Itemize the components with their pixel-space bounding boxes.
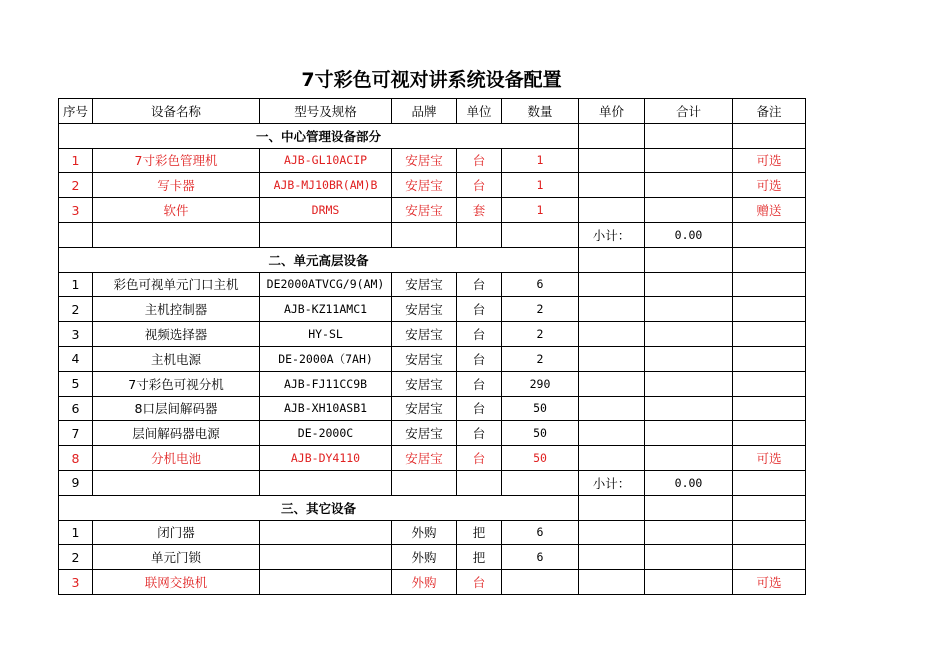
unit: 台 <box>457 173 502 198</box>
model-spec: AJB-FJ11CC9B <box>260 371 392 396</box>
unit: 台 <box>457 148 502 173</box>
section-row <box>59 123 806 148</box>
unit: 台 <box>457 322 502 347</box>
line-total <box>645 570 733 595</box>
model-spec: DE-2000C <box>260 421 392 446</box>
price-cell <box>579 247 645 272</box>
device-name: 8口层间解码器 <box>93 396 260 421</box>
quantity: 290 <box>502 371 579 396</box>
note: 可选 <box>733 446 806 471</box>
line-total <box>645 545 733 570</box>
unit-price <box>579 545 645 570</box>
line-total <box>645 173 733 198</box>
price-cell <box>579 123 645 148</box>
note <box>733 297 806 322</box>
table-row <box>59 570 806 595</box>
unit-price <box>579 570 645 595</box>
brand: 安居宝 <box>392 421 457 446</box>
table-row <box>59 446 806 471</box>
quantity <box>502 570 579 595</box>
quantity: 6 <box>502 272 579 297</box>
row-number: 1 <box>59 148 93 173</box>
brand <box>392 222 457 247</box>
section-title: 二、单元高层设备 <box>59 247 579 272</box>
subtotal-label: 小计： <box>579 470 645 495</box>
total-cell <box>645 123 733 148</box>
header-price: 单价 <box>579 99 645 124</box>
header-no: 序号 <box>59 99 93 124</box>
unit-price <box>579 520 645 545</box>
row-number <box>59 222 93 247</box>
device-name: 主机电源 <box>93 346 260 371</box>
line-total <box>645 322 733 347</box>
unit: 台 <box>457 421 502 446</box>
page-title: 7寸彩色可视对讲系统设备配置 <box>301 69 562 91</box>
section-title: 一、中心管理设备部分 <box>59 123 579 148</box>
note <box>733 371 806 396</box>
note: 可选 <box>733 173 806 198</box>
note <box>733 222 806 247</box>
subtotal-row <box>59 222 806 247</box>
unit: 台 <box>457 446 502 471</box>
device-name: 7寸彩色可视分机 <box>93 371 260 396</box>
note <box>733 520 806 545</box>
quantity: 50 <box>502 396 579 421</box>
unit-price <box>579 148 645 173</box>
brand: 安居宝 <box>392 173 457 198</box>
device-name: 联网交换机 <box>93 570 260 595</box>
header-model: 型号及规格 <box>260 99 392 124</box>
brand: 安居宝 <box>392 322 457 347</box>
brand: 安居宝 <box>392 371 457 396</box>
device-name: 软件 <box>93 198 260 223</box>
model-spec: DRMS <box>260 198 392 223</box>
table-row <box>59 297 806 322</box>
unit-price <box>579 322 645 347</box>
line-total <box>645 346 733 371</box>
model-spec <box>260 222 392 247</box>
brand: 安居宝 <box>392 396 457 421</box>
row-number: 3 <box>59 322 93 347</box>
brand: 安居宝 <box>392 198 457 223</box>
line-total <box>645 272 733 297</box>
line-total <box>645 297 733 322</box>
table-row <box>59 148 806 173</box>
quantity <box>502 470 579 495</box>
brand: 安居宝 <box>392 272 457 297</box>
unit-price <box>579 421 645 446</box>
unit-price <box>579 272 645 297</box>
unit: 台 <box>457 346 502 371</box>
header-qty: 数量 <box>502 99 579 124</box>
unit: 台 <box>457 570 502 595</box>
model-spec: AJB-DY4110 <box>260 446 392 471</box>
unit-price <box>579 371 645 396</box>
note-cell <box>733 495 806 520</box>
line-total <box>645 421 733 446</box>
unit: 台 <box>457 272 502 297</box>
row-number: 8 <box>59 446 93 471</box>
quantity: 2 <box>502 346 579 371</box>
unit <box>457 470 502 495</box>
section-row <box>59 495 806 520</box>
quantity: 1 <box>502 198 579 223</box>
note <box>733 272 806 297</box>
total-cell <box>645 247 733 272</box>
subtotal-value: 0.00 <box>645 470 733 495</box>
unit-price <box>579 173 645 198</box>
header-total: 合计 <box>645 99 733 124</box>
header-unit: 单位 <box>457 99 502 124</box>
brand: 安居宝 <box>392 297 457 322</box>
brand: 安居宝 <box>392 346 457 371</box>
note-cell <box>733 247 806 272</box>
device-name: 视频选择器 <box>93 322 260 347</box>
device-name: 分机电池 <box>93 446 260 471</box>
table-row <box>59 346 806 371</box>
section-row <box>59 247 806 272</box>
unit: 台 <box>457 297 502 322</box>
note <box>733 346 806 371</box>
device-name <box>93 222 260 247</box>
unit: 把 <box>457 545 502 570</box>
note <box>733 545 806 570</box>
row-number: 9 <box>59 470 93 495</box>
row-number: 6 <box>59 396 93 421</box>
row-number: 2 <box>59 545 93 570</box>
quantity: 1 <box>502 148 579 173</box>
device-name: 主机控制器 <box>93 297 260 322</box>
quantity: 1 <box>502 173 579 198</box>
row-number: 4 <box>59 346 93 371</box>
table-row <box>59 272 806 297</box>
note <box>733 421 806 446</box>
model-spec: DE2000ATVCG/9(AM) <box>260 272 392 297</box>
note-cell <box>733 123 806 148</box>
device-name: 7寸彩色管理机 <box>93 148 260 173</box>
model-spec <box>260 470 392 495</box>
quantity: 2 <box>502 297 579 322</box>
price-cell <box>579 495 645 520</box>
note: 可选 <box>733 148 806 173</box>
quantity: 2 <box>502 322 579 347</box>
table-row <box>59 371 806 396</box>
quantity: 6 <box>502 545 579 570</box>
model-spec <box>260 520 392 545</box>
unit: 套 <box>457 198 502 223</box>
equipment-table <box>58 98 806 595</box>
model-spec <box>260 545 392 570</box>
brand: 外购 <box>392 545 457 570</box>
quantity: 50 <box>502 446 579 471</box>
model-spec: HY-SL <box>260 322 392 347</box>
model-spec: AJB-MJ10BR(AM)B <box>260 173 392 198</box>
row-number: 5 <box>59 371 93 396</box>
table-row <box>59 396 806 421</box>
unit-price <box>579 396 645 421</box>
section-title: 三、其它设备 <box>59 495 579 520</box>
row-number: 2 <box>59 297 93 322</box>
model-spec: AJB-KZ11AMC1 <box>260 297 392 322</box>
line-total <box>645 396 733 421</box>
line-total <box>645 446 733 471</box>
note: 赠送 <box>733 198 806 223</box>
unit: 台 <box>457 371 502 396</box>
line-total <box>645 520 733 545</box>
brand <box>392 470 457 495</box>
brand: 外购 <box>392 520 457 545</box>
brand: 外购 <box>392 570 457 595</box>
model-spec: DE-2000A（7AH) <box>260 346 392 371</box>
note: 可选 <box>733 570 806 595</box>
quantity <box>502 222 579 247</box>
note <box>733 470 806 495</box>
line-total <box>645 148 733 173</box>
line-total <box>645 198 733 223</box>
quantity: 50 <box>502 421 579 446</box>
unit <box>457 222 502 247</box>
table-row <box>59 545 806 570</box>
unit-price <box>579 297 645 322</box>
device-name: 彩色可视单元门口主机 <box>93 272 260 297</box>
row-number: 2 <box>59 173 93 198</box>
device-name: 写卡器 <box>93 173 260 198</box>
quantity: 6 <box>502 520 579 545</box>
table-row <box>59 322 806 347</box>
unit-price <box>579 446 645 471</box>
header-note: 备注 <box>733 99 806 124</box>
model-spec: AJB-GL10ACIP <box>260 148 392 173</box>
table-row <box>59 198 806 223</box>
row-number: 1 <box>59 272 93 297</box>
row-number: 3 <box>59 198 93 223</box>
unit-price <box>579 346 645 371</box>
brand: 安居宝 <box>392 148 457 173</box>
row-number: 3 <box>59 570 93 595</box>
unit: 台 <box>457 396 502 421</box>
device-name <box>93 470 260 495</box>
device-name: 单元门锁 <box>93 545 260 570</box>
unit-price <box>579 198 645 223</box>
brand: 安居宝 <box>392 446 457 471</box>
subtotal-label: 小计： <box>579 222 645 247</box>
header-brand: 品牌 <box>392 99 457 124</box>
device-name: 闭门器 <box>93 520 260 545</box>
unit: 把 <box>457 520 502 545</box>
table-row <box>59 421 806 446</box>
device-name: 层间解码器电源 <box>93 421 260 446</box>
total-cell <box>645 495 733 520</box>
line-total <box>645 371 733 396</box>
header-name: 设备名称 <box>93 99 260 124</box>
model-spec: AJB-XH10ASB1 <box>260 396 392 421</box>
subtotal-value: 0.00 <box>645 222 733 247</box>
subtotal-row <box>59 470 806 495</box>
note <box>733 396 806 421</box>
header-row <box>59 99 806 124</box>
row-number: 7 <box>59 421 93 446</box>
table-row <box>59 173 806 198</box>
note <box>733 322 806 347</box>
model-spec <box>260 570 392 595</box>
row-number: 1 <box>59 520 93 545</box>
table-row <box>59 520 806 545</box>
